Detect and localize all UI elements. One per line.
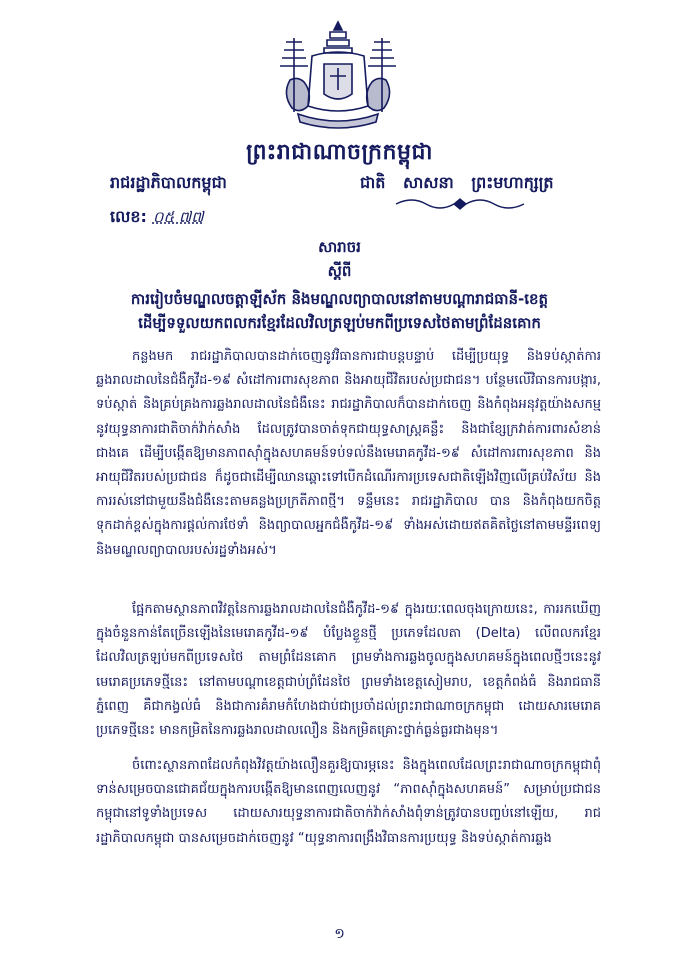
body-paragraph-3: ចំពោះស្ថានភាពដែលកំពុងវិវត្តយ៉ាងលឿនគួរឱ្យបារម្ភនេះ និងក្នុងពេលដែលព្រះរាជាណាចក្រកម្ពុជាពុំទាន់សម្រេចបានជោគជ័យក្នុងការបង្កើតឱ្យមានពេញលេញនូវ “ភាពស៊ាំក្នុងសហគមន៍” សម្រាប់ប្រជាជនកម្ពុជានៅទូទាំងប្រទេស ដោយសារយុទ្ធនាការជាតិចាក់វ៉ាក់សាំងពុំទាន់ត្រូវបានបញ្ចប់នៅឡើយ, រាជរដ្ឋាភិបាលកម្ពុជា បានសម្រេចដាក់ចេញនូវ “យុទ្ធនាការពង្រឹងវិធានការប្រយុទ្ធ និងទប់ស្កាត់ការឆ្លង [96, 758, 601, 846]
reference-number-value: ០៥ ៧៧ [152, 208, 204, 226]
kingdom-name: ព្រះរាជាណាចក្រកម្ពុជា [246, 140, 433, 165]
government-name: រាជរដ្ឋាភិបាលកម្ពុជា [110, 173, 227, 192]
document-subject-label: ស្ដីពី [327, 262, 352, 280]
body-paragraph-1: កន្លងមក រាជរដ្ឋាភិបាលបានដាក់ចេញនូវវិធានការជាបន្តបន្ទាប់ ដើម្បីប្រយុទ្ធ និងទប់ស្កាត់ការឆ្លងរាលដាលនៃជំងឺកូវីដ-១៩ សំដៅការពារសុខភាព និងអាយុជីវិតរបស់ប្រជាជន។ បន្ថែមលើវិធានការបង្ការ, ទប់ស្កាត់ និងគ្រប់គ្រងការឆ្លងរាលដាលនៃជំងឺនេះ រាជរដ្ឋាភិបាលក៏បានដាក់ចេញ និងកំពុងអនុវត្តយ៉ាងសកម្មនូវយុទ្ធនាការជាតិចាក់វ៉ាក់សាំង ដែលត្រូវបានចាត់ទុកជាយុទ្ធសាស្ត្រគន្លឹះ និងជាខែ្សក្រវាត់ការពារសំខាន់ជាងគេ ដើម្បីបង្កើតឱ្យមានភាពស៊ាំក្នុងសហគមន៍ទប់ទល់នឹងមេរោគកូវីដ-១៩ សំដៅការពារសុខភាព និងអាយុជីវិតរបស់ប្រជាជន ក៏ដូចជាដើម្បីឈានឆ្ពោះទៅបើកដំណើរការប្រទេសជាតិឡើងវិញលើគ្រប់វិស័យ និងការរស់នៅជាមួយនឹងជំងឺនេះតាមគន្លងប្រក្រតីភាពថ្មី។ ទន្ទឹមនេះ រាជរដ្ឋាភិបាល បាន និងកំពុងយកចិត្តទុកដាក់ខ្ពស់ក្នុងការផ្ដល់ការថែទាំ និងព្យាបាលអ្នកជំងឺកូវីដ-១៩ ទាំងអស់ដោយឥតគិតថ្លៃនៅតាមមន្ទីរពេទ្យ និងមណ្ឌលព្យាបាលរបស់រដ្ឋទាំងអស់។ [96, 349, 601, 558]
document-subject-line-2: ដើម្បីទទួលយកពលករខ្មែរដែលវិលត្រឡប់មកពីប្រទេសថៃតាមព្រំដែនគោក [138, 314, 541, 332]
royal-arms-of-cambodia-icon [272, 20, 404, 132]
page-number: ១ [334, 926, 345, 942]
document-type: សារាចរ [318, 238, 361, 256]
body-paragraph-2: ផ្អែកតាមស្ថានភាពវិវត្តនៃការឆ្លងរាលដាលនៃជំងឺកូវីដ-១៩ ក្នុងរយៈពេលចុងក្រោយនេះ, ការរកឃើញក្នុងចំនួនកាន់តែច្រើនឡើងនៃមេរោគកូវីដ-១៩ បំប្លែងខ្លួនថ្មី ប្រភេទដែលតា (Delta) លើពលករខ្មែរដែលវិលត្រឡប់មកពីប្រទេសថៃ តាមព្រំដែនគោក ព្រមទាំងការឆ្លងចូលក្នុងសហគមន៍ក្នុងពេលថ្មីៗនេះនូវមេរោគប្រភេទថ្មីនេះ នៅតាមបណ្ដាខេត្តជាប់ព្រំដែនថៃ ព្រមទាំងខេត្តសៀមរាប, ខេត្តកំពង់ធំ និងរាជធានីភ្នំពេញ គឺជាកង្វល់ធំ និងជាការគំរាមកំហែងជាប់ជាប្រចាំដល់ព្រះរាជាណាចក្រកម្ពុជា ដោយសារមេរោគប្រភេទថ្មីនេះ មានកម្រិតនៃការឆ្លងរាលដាលលឿន និងកម្រិតគ្រោះថ្នាក់ធ្ងន់ធ្ងរជាងមុន។ [96, 602, 601, 739]
national-motto: ជាតិ សាសនា ព្រះមហាក្សត្រ [360, 173, 554, 192]
reference-number [110, 206, 204, 230]
document-subject-line-1: ការរៀបចំមណ្ឌលចត្តាឡីស័ក និងមណ្ឌលព្យាបាលនៅតាមបណ្ដារាជធានី-ខេត្ត [130, 290, 549, 308]
ornament-divider-icon [392, 196, 528, 212]
reference-label: លេខ: [110, 207, 147, 226]
